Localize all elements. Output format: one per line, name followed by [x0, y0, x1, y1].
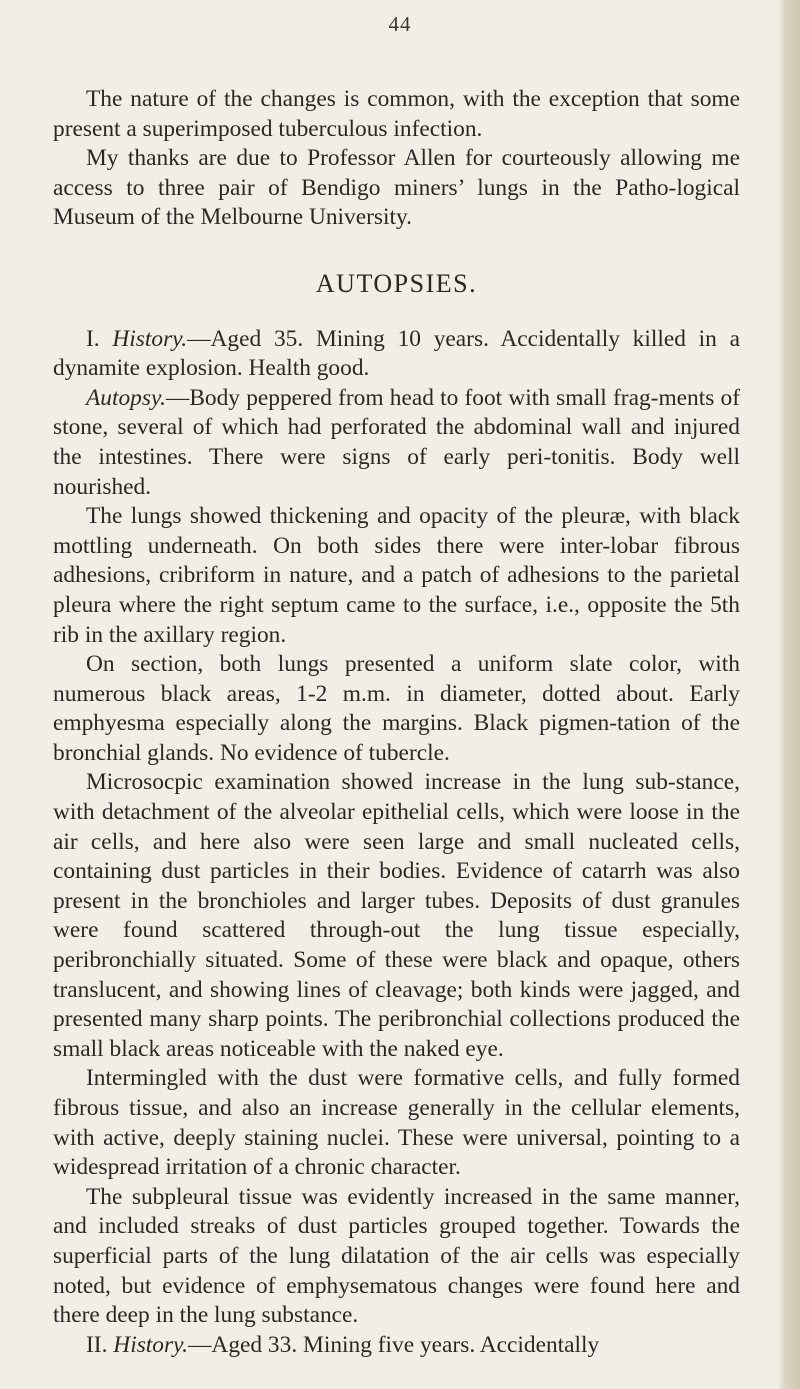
- intro-paragraph-1: The nature of the changes is common, with the exception that some present a superimposed tuberculous infection.: [53, 86, 740, 142]
- case-1-history-text: —Aged 35. Mining 10 years. Accidentally killed in a dynamite explosion. Health good.: [53, 325, 740, 382]
- case-1-autopsy-text: —Body peppered from head to foot with small frag-ments of stone, several of which had perforated the abdominal wall and injured the intestines. There were signs of early peri-tonitis. Body well nourished.: [53, 384, 740, 500]
- case-1-paragraph: The subpleural tissue was evidently increased in the same manner, and included streaks of dust particles grouped together. Towards the superficial parts of the lung dilatation of the air cells was especially noted, but evidence of emphysematous changes were found here and there deep in the lung substance.: [53, 1183, 740, 1329]
- case-2-history-text: —Aged 33. Mining five years. Accidentally: [188, 1331, 600, 1358]
- case-1-paragraph: The lungs showed thickening and opacity of the pleuræ, with black mottling underneath. On both sides there were inter-lobar fibrous adhesions, cribriform in nature, and a patch of adhesions to the parietal pleura where the right septum came to the surface, i.e., opposite the 5th rib in the axillary region.: [53, 503, 740, 648]
- page-edge-shadow: [778, 0, 800, 1389]
- case-1-number: I.: [86, 325, 100, 352]
- case-1-paragraph: Intermingled with the dust were formative cells, and fully formed fibrous tissue, and also an increase generally in the cellular elements, with active, deeply staining nuclei. These were universal, pointing to a widespread irritation of a chronic character.: [53, 1065, 740, 1181]
- section-heading: AUTOPSIES.: [315, 268, 478, 298]
- case-1-autopsy-label: Autopsy.: [86, 384, 166, 411]
- case-1-history-label: History.: [112, 325, 188, 352]
- case-1-paragraph: On section, both lungs presented a uniform slate color, with numerous black areas, 1-2 m.m. in diameter, dotted about. Early emphyesma especially along the margins. Black pigmen-tation of the bronchial glands. No evidence of tubercle.: [53, 651, 740, 766]
- case-1-autopsy: [53, 384, 740, 502]
- case-2-number: II.: [86, 1331, 108, 1358]
- body-text: [53, 85, 740, 1360]
- case-1-paragraph: Microsocpic examination showed increase in the lung sub-stance, with detachment of the alveolar epithelial cells, which were loose in the air cells, and here also were seen large and small nucleated cells, containing dust particles in their bodies. Evidence of catarrh was also present in the bronchioles and larger tubes. Deposits of dust granules were found scattered through-out the lung tissue especially, peribronchially situated. Some of these were black and opaque, others translucent, and showing lines of cleavage; both kinds were jagged, and presented many sharp points. The peribronchial collections produced the small black areas noticeable with the naked eye.: [53, 769, 740, 1062]
- case-2-history: [53, 1331, 740, 1361]
- case-1-history: [53, 325, 740, 384]
- case-2-history-label: History.: [113, 1331, 189, 1358]
- page-number: 44: [388, 12, 412, 36]
- intro-paragraph-2: My thanks are due to Professor Allen for courteously allowing me access to three pair of Bendigo miners’ lungs in the Patho-logical Museum of the Melbourne University.: [53, 145, 740, 231]
